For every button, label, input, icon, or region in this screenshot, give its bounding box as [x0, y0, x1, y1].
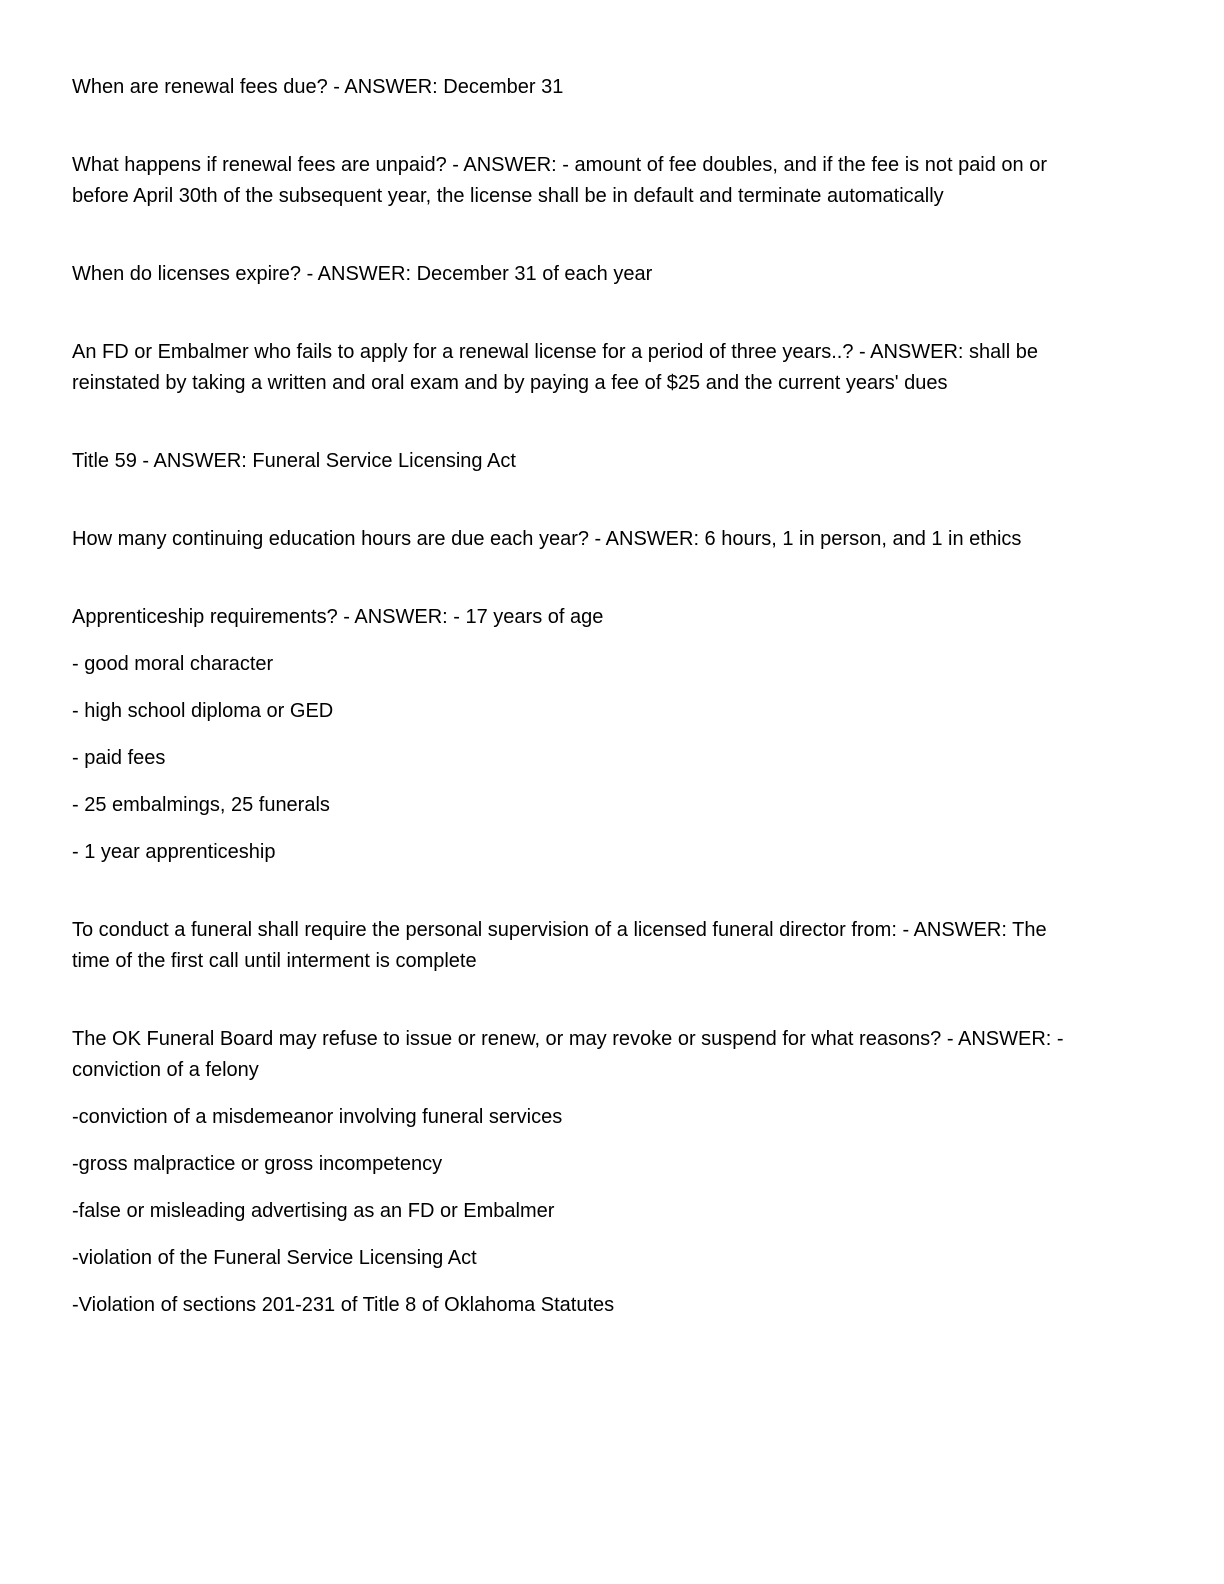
- qa-block: [72, 1024, 1134, 1321]
- paragraph: [72, 1196, 1134, 1227]
- qa-block: [72, 446, 1134, 477]
- text-line: -violation of the Funeral Service Licensing Act: [72, 1247, 477, 1269]
- text-line: Apprenticeship requirements? - ANSWER: - 17 years of age: [72, 606, 604, 628]
- text-line: time of the first call until interment is complete: [72, 950, 477, 972]
- paragraph: [72, 150, 1134, 212]
- document-content: [72, 72, 1134, 1321]
- paragraph: [72, 649, 1134, 680]
- text-line: conviction of a felony: [72, 1059, 259, 1081]
- text-line: An FD or Embalmer who fails to apply for a renewal license for a period of three years..? - ANSWER: shall be: [72, 341, 1038, 363]
- text-line: To conduct a funeral shall require the personal supervision of a licensed funeral director from: - ANSWER: The: [72, 919, 1047, 941]
- paragraph: [72, 837, 1134, 868]
- qa-block: [72, 259, 1134, 290]
- text-line: - 1 year apprenticeship: [72, 841, 276, 863]
- text-line: - good moral character: [72, 653, 274, 675]
- paragraph: [72, 602, 1134, 633]
- paragraph: [72, 743, 1134, 774]
- text-line: reinstated by taking a written and oral exam and by paying a fee of $25 and the current years' dues: [72, 372, 948, 394]
- paragraph: [72, 72, 1134, 103]
- paragraph: [72, 1290, 1134, 1321]
- paragraph: [72, 337, 1134, 399]
- paragraph: [72, 790, 1134, 821]
- qa-block: [72, 150, 1134, 212]
- text-line: -false or misleading advertising as an FD or Embalmer: [72, 1200, 555, 1222]
- text-line: Title 59 - ANSWER: Funeral Service Licensing Act: [72, 450, 516, 472]
- paragraph: [72, 915, 1134, 977]
- paragraph: [72, 1243, 1134, 1274]
- qa-block: [72, 524, 1134, 555]
- text-line: - 25 embalmings, 25 funerals: [72, 794, 330, 816]
- text-line: -Violation of sections 201-231 of Title 8 of Oklahoma Statutes: [72, 1294, 615, 1316]
- text-line: How many continuing education hours are due each year? - ANSWER: 6 hours, 1 in person, and 1 in ethics: [72, 528, 1022, 550]
- text-line: What happens if renewal fees are unpaid? - ANSWER: - amount of fee doubles, and if the fee is not paid on or: [72, 154, 1048, 176]
- paragraph: [72, 446, 1134, 477]
- paragraph: [72, 524, 1134, 555]
- text-line: -conviction of a misdemeanor involving funeral services: [72, 1106, 563, 1128]
- text-line: The OK Funeral Board may refuse to issue or renew, or may revoke or suspend for what reasons? - ANSWER: -: [72, 1028, 1064, 1050]
- paragraph: [72, 1102, 1134, 1133]
- paragraph: [72, 1024, 1134, 1086]
- paragraph: [72, 696, 1134, 727]
- text-line: before April 30th of the subsequent year, the license shall be in default and terminate automatically: [72, 185, 944, 207]
- text-line: -gross malpractice or gross incompetency: [72, 1153, 443, 1175]
- text-line: - high school diploma or GED: [72, 700, 334, 722]
- text-line: When do licenses expire? - ANSWER: December 31 of each year: [72, 263, 653, 285]
- text-line: - paid fees: [72, 747, 166, 769]
- qa-block: [72, 337, 1134, 399]
- paragraph: [72, 1149, 1134, 1180]
- text-line: When are renewal fees due? - ANSWER: December 31: [72, 76, 564, 98]
- qa-block: [72, 602, 1134, 868]
- paragraph: [72, 259, 1134, 290]
- qa-block: [72, 72, 1134, 103]
- qa-block: [72, 915, 1134, 977]
